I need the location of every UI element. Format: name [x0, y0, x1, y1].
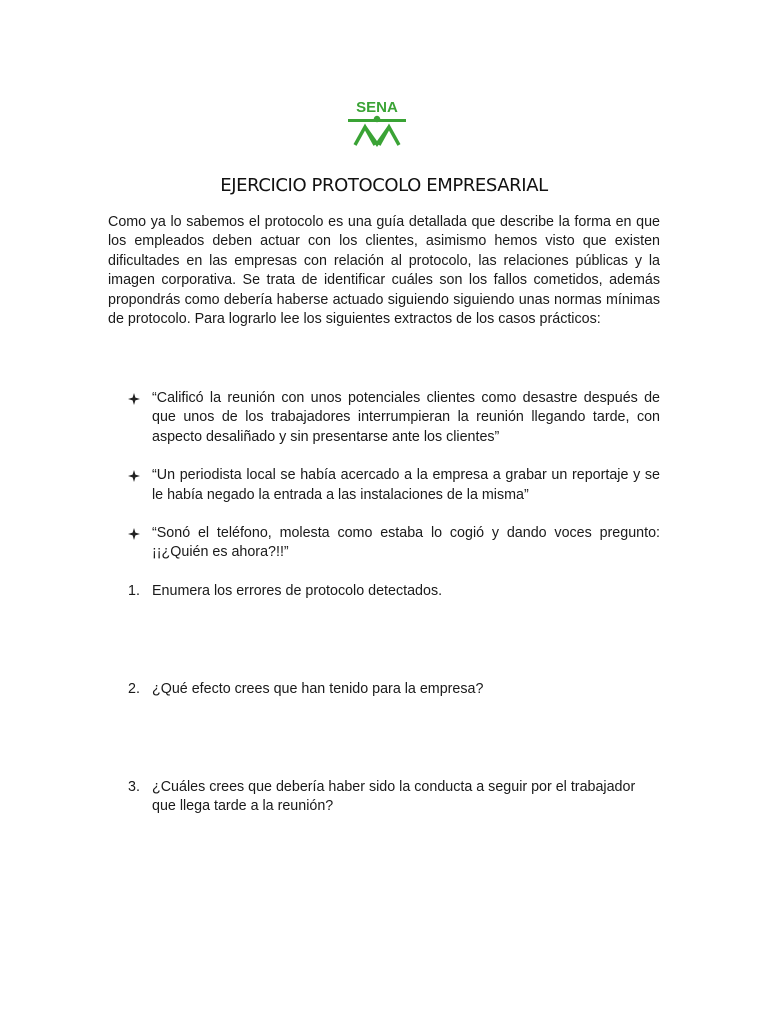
sena-logo-graphic [345, 97, 409, 147]
case-text: “Sonó el teléfono, molesta como estaba lo cogió y dando voces pregunto: ¡¡¿Quién es ahora?!!” [152, 525, 660, 561]
question-number: 1. [128, 583, 140, 599]
question-text: Enumera los errores de protocolo detectados. [152, 583, 443, 599]
logo-text: SENA [356, 99, 398, 116]
question-text: ¿Qué efecto crees que han tenido para la empresa? [152, 681, 484, 697]
question-number: 3. [128, 779, 140, 795]
case-item [128, 389, 660, 447]
question-item [128, 778, 660, 817]
case-list [128, 389, 660, 563]
question-item [128, 582, 660, 601]
question-number: 2. [128, 681, 140, 697]
case-item [128, 524, 660, 563]
question-text: ¿Cuáles crees que debería haber sido la conducta a seguir por el trabajador que llega tarde a la reunión? [152, 779, 636, 815]
case-item [128, 466, 660, 505]
sena-logo [345, 97, 409, 147]
question-item [128, 680, 660, 699]
diamond-bullet-icon [128, 393, 140, 405]
diamond-bullet-icon [128, 528, 140, 540]
diamond-bullet-icon [128, 470, 140, 482]
case-text: “Un periodista local se había acercado a la empresa a grabar un reportaje y se le había negado la entrada a las instalaciones de la misma” [152, 467, 660, 503]
intro-paragraph: Como ya lo sabemos el protocolo es una guía detallada que describe la forma en que los empleados deben actuar con los clientes, asimismo hemos visto que existen dificultades en las empresas con relación al protocolo, las relaciones públicas y la imagen corporativa. Se trata de identificar cuáles son los fallos cometidos, además propondrás como debería haberse actuado siguiendo siguiendo unas normas mínimas de protocolo. Para lograrlo lee los siguientes extractos de los casos prácticos: [108, 214, 660, 328]
page-title: EJERCICIO PROTOCOLO EMPRESARIAL [220, 175, 548, 196]
case-text: “Calificó la reunión con unos potenciales clientes como desastre después de que unos de los trabajadores interrumpieran la reunión llegando tarde, con aspecto desaliñado y sin presentarse ante los clientes” [152, 390, 660, 445]
